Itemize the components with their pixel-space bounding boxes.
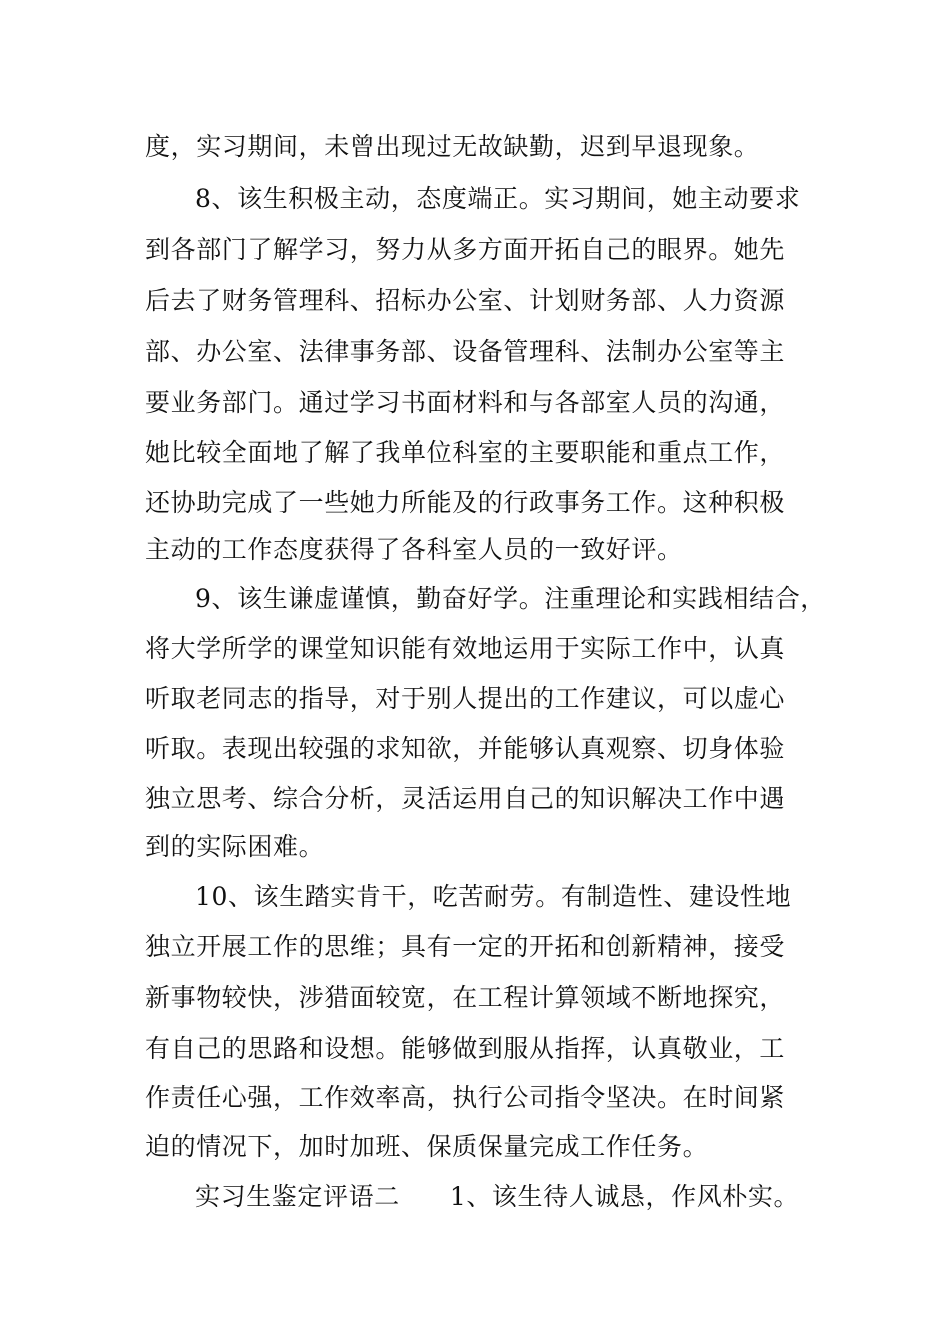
text-line: 独立开展工作的思维；具有一定的开拓和创新精神，接受 <box>145 932 786 961</box>
text-line: 到的实际困难。 <box>145 832 325 861</box>
text-line: 迫的情况下，加时加班、保质保量完成工作任务。 <box>145 1132 709 1161</box>
text-line-paragraph-8: 8、该生积极主动，态度端正。实习期间，她主动要求 <box>195 184 801 213</box>
text-line: 听取。表现出较强的求知欲，并能够认真观察、切身体验 <box>145 734 786 763</box>
text-line: 听取老同志的指导，对于别人提出的工作建议，可以虚心 <box>145 684 786 713</box>
text-line: 她比较全面地了解了我单位科室的主要职能和重点工作， <box>145 438 786 467</box>
text-line: 有自己的思路和设想。能够做到服从指挥，认真敬业，工 <box>145 1034 786 1063</box>
text-line: 作责任心强，工作效率高，执行公司指令坚决。在时间紧 <box>145 1083 786 1112</box>
text-line-paragraph-10: 10、该生踏实肯干，吃苦耐劳。有制造性、建设性地 <box>195 882 792 911</box>
text-line: 度，实习期间，未曾出现过无故缺勤，迟到早退现象。 <box>145 132 760 161</box>
text-line: 新事物较快，涉猎面较宽，在工程计算领域不断地探究， <box>145 983 786 1012</box>
text-line: 独立思考、综合分析，灵活运用自己的知识解决工作中遇 <box>145 784 786 813</box>
section-heading: 实习生鉴定评语二 <box>195 1182 400 1211</box>
text-line: 还协助完成了一些她力所能及的行政事务工作。这种积极 <box>145 488 786 517</box>
text-line-paragraph-9: 9、该生谦虚谨慎，勤奋好学。注重理论和实践相结合， <box>195 584 826 613</box>
text-line: 主动的工作态度获得了各科室人员的一致好评。 <box>145 535 683 564</box>
section-first-item: 1、该生待人诚恳，作风朴实。 <box>449 1182 800 1211</box>
text-line: 部、办公室、法律事务部、设备管理科、法制办公室等主 <box>145 337 786 366</box>
text-line: 到各部门了解学习，努力从多方面开拓自己的眼界。她先 <box>145 235 786 264</box>
section-line <box>195 1180 799 1214</box>
text-line: 后去了财务管理科、招标办公室、计划财务部、人力资源 <box>145 286 786 315</box>
text-line: 将大学所学的课堂知识能有效地运用于实际工作中，认真 <box>145 634 786 663</box>
text-line: 要业务部门。通过学习书面材料和与各部室人员的沟通， <box>145 388 786 417</box>
